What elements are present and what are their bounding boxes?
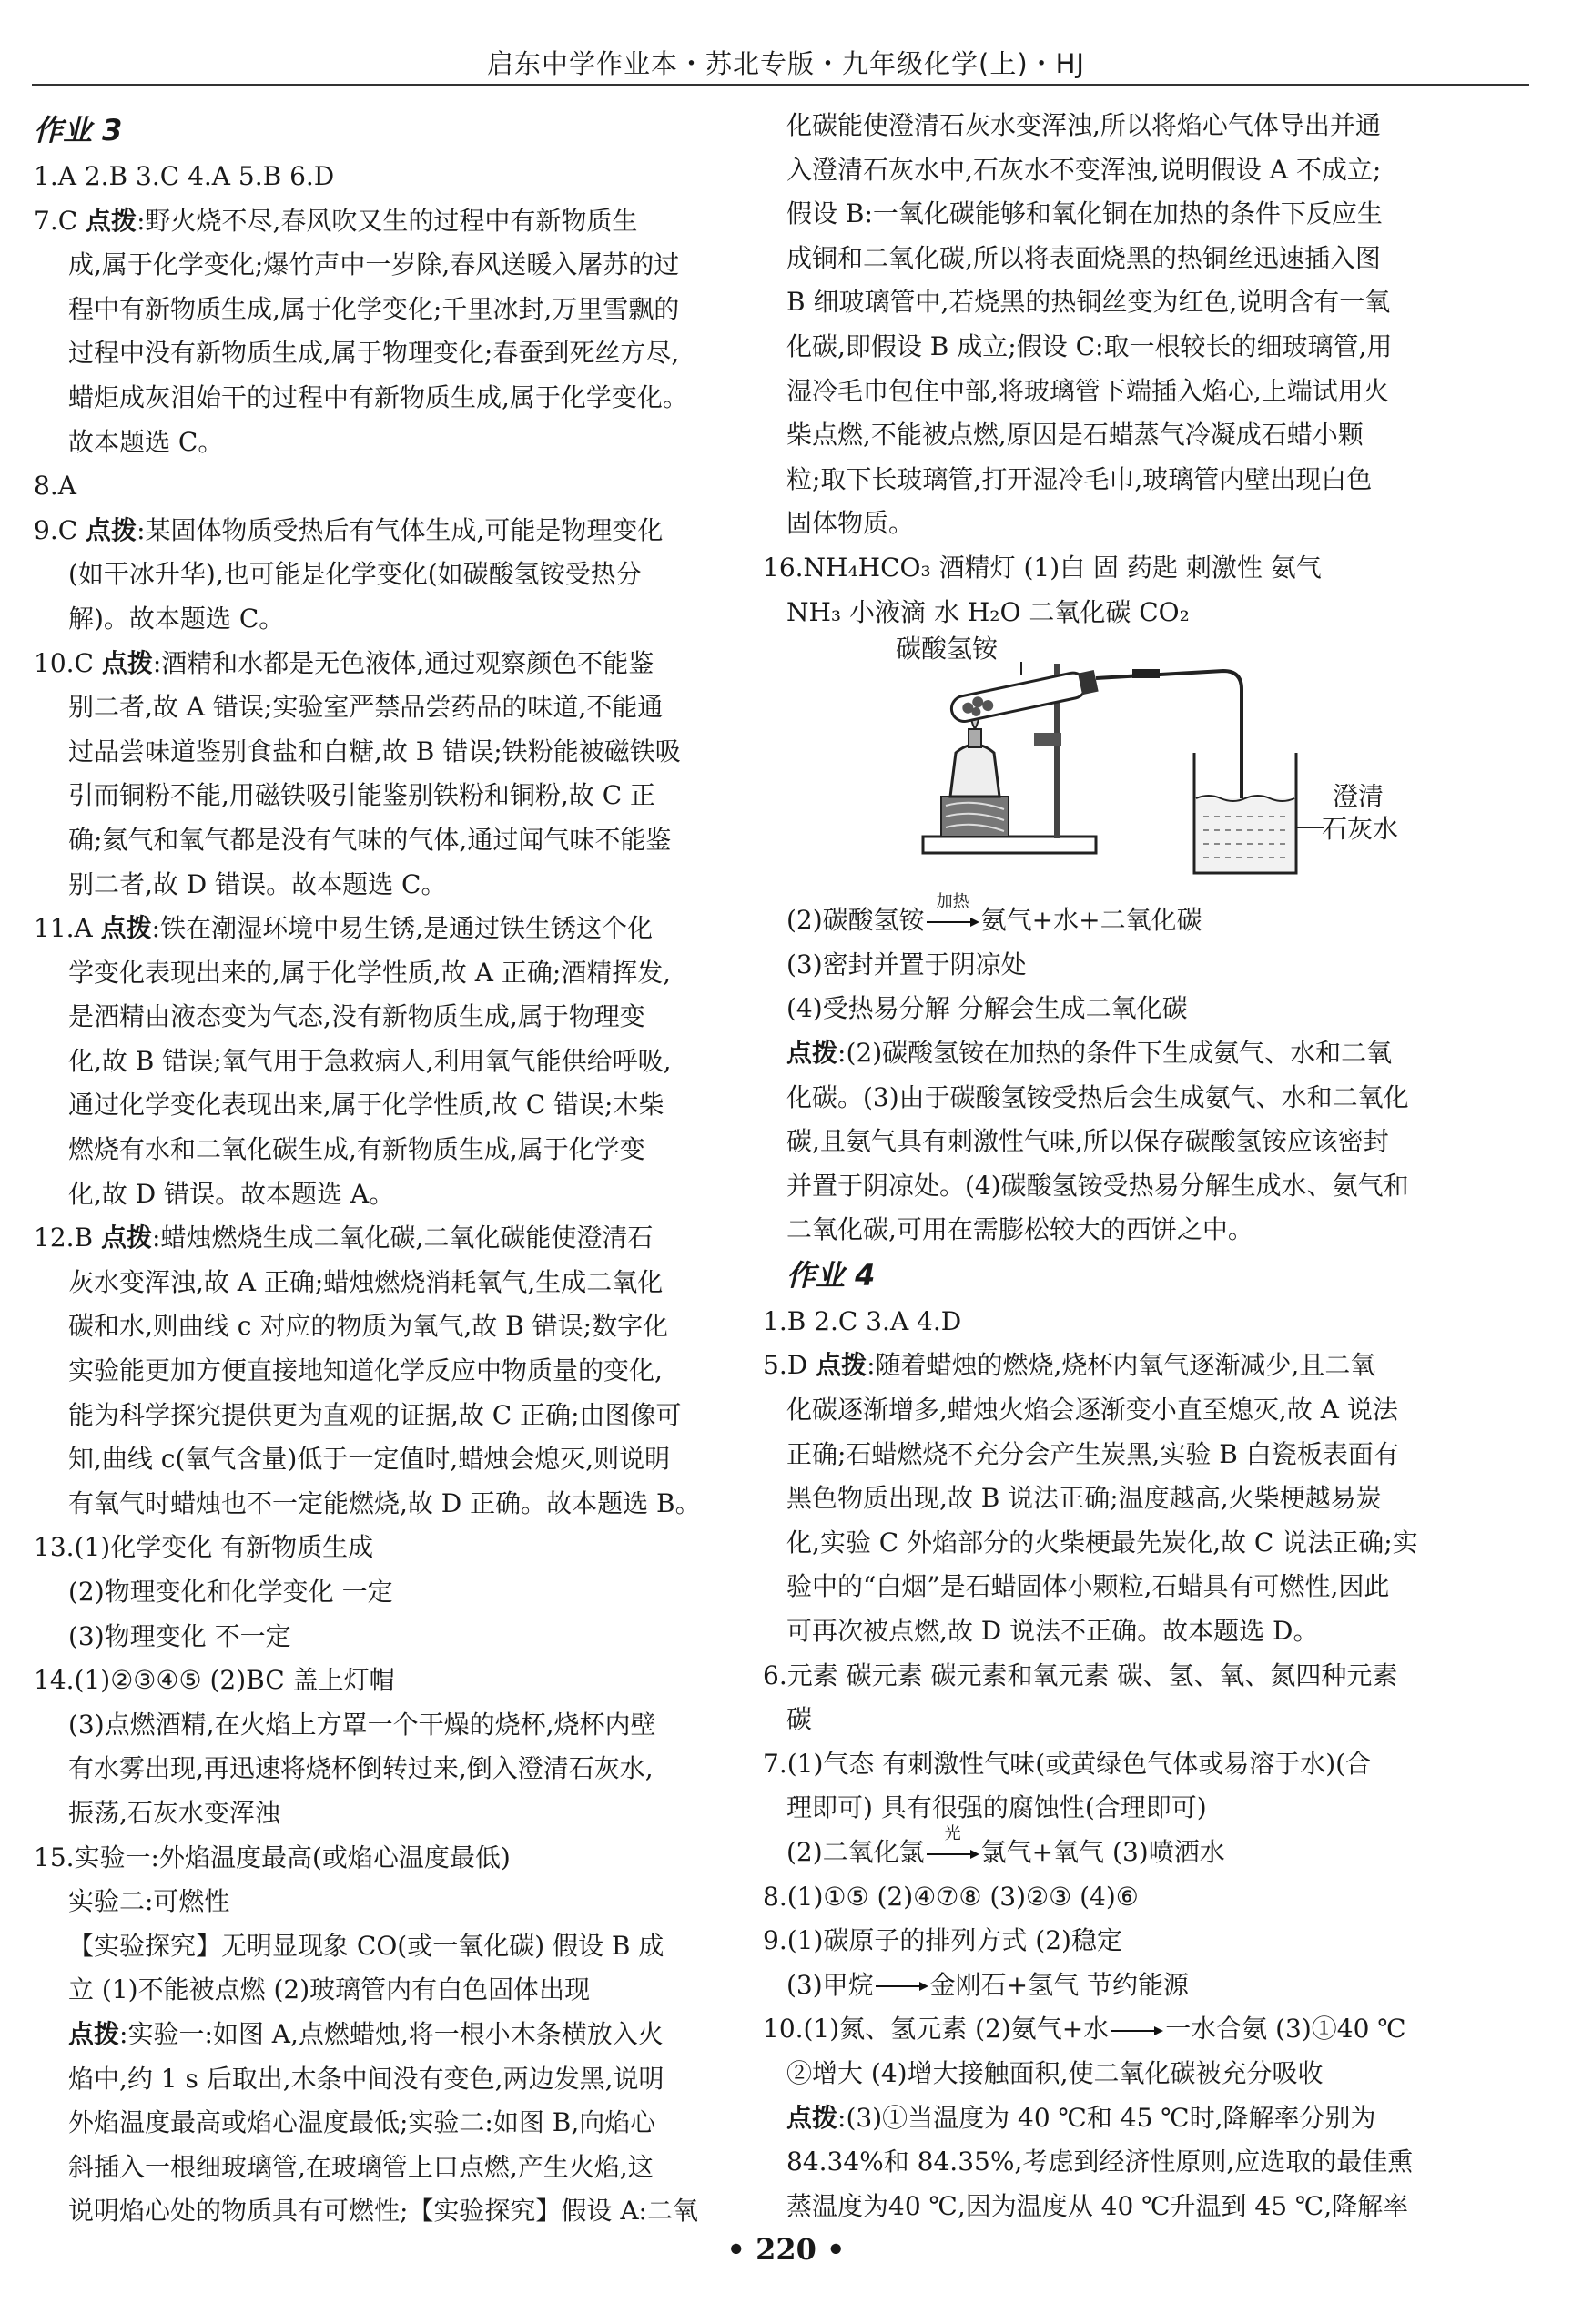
hint-keyword: 点拨 — [816, 1350, 867, 1381]
eq-16-2-suffix: 氨气+水+二氧化碳 — [980, 905, 1202, 936]
hint-keyword: 点拨 — [86, 514, 137, 545]
text-line: 点拨:实验一:如图 A,点燃蜡烛,将一根小木条横放入火 — [68, 2018, 664, 2049]
text-line: 7.C 点拨:野火烧不尽,春风吹又生的过程中有新物质生 — [34, 205, 638, 236]
text-line: 化碳逐渐增多,蜡烛火焰会逐渐变小直至熄灭,故 A 说法 — [786, 1395, 1398, 1426]
text-line: 过品尝味道鉴别食盐和白糖,故 B 错误;铁粉能被磁铁吸 — [68, 736, 681, 766]
equation-16-2 — [786, 891, 1451, 943]
text-line: 程中有新物质生成,属于化学变化;千里冰封,万里雪飘的 — [68, 293, 680, 324]
text-line: 点拨:(2)碳酸氢铵在加热的条件下生成氨气、水和二氧 — [786, 1037, 1393, 1068]
arrow-icon — [925, 916, 981, 929]
text-line: 通过化学变化表现出来,属于化学性质,故 C 错误;木柴 — [68, 1090, 664, 1121]
eq-7-2-suffix: 氯气+氧气 (3)喷洒水 — [980, 1837, 1225, 1867]
eq-9-3-suffix: 金刚石+氢气 节约能源 — [929, 1969, 1190, 2000]
text-line: 湿冷毛巾包住中部,将玻璃管下端插入焰心,上端试用火 — [786, 375, 1389, 406]
text-line: 蜡炬成灰泪始干的过程中有新物质生成,属于化学变化。 — [68, 381, 688, 412]
text-line: 正确;石蜡燃烧不充分会产生炭黑,实验 B 白瓷板表面有 — [786, 1438, 1399, 1469]
text-line: 可再次被点燃,故 D 说法不正确。故本题选 D。 — [786, 1616, 1319, 1647]
clamp — [1034, 733, 1061, 746]
hint-keyword: 点拨 — [86, 205, 137, 236]
text-line: 蒸温度为40 ℃,因为温度从 40 ℃升温到 45 ℃,降解率 — [786, 2190, 1409, 2221]
equation-7-2 — [786, 1823, 1451, 1875]
text-line: 知,曲线 c(氧气含量)低于一定值时,蜡烛会熄灭,则说明 — [68, 1444, 671, 1475]
eq-10-prefix: 10.(1)氮、氢元素 (2)氨气+水 — [763, 2014, 1110, 2045]
eq-9-3-prefix: (3)甲烷 — [786, 1969, 874, 2000]
text-line: 故本题选 C。 — [68, 426, 224, 457]
text-line: 9.C 点拨:某固体物质受热后有气体生成,可能是物理变化 — [34, 514, 664, 545]
text-line: 别二者,故 D 错误。故本题选 C。 — [68, 868, 447, 899]
page-header: 启东中学作业本・苏北专版・九年级化学(上)・HJ — [487, 48, 1085, 79]
text-line: 1.B 2.C 3.A 4.D — [763, 1305, 962, 1336]
label-clear: 澄清 — [1333, 781, 1384, 812]
text-line: (2)物理变化和化学变化 一定 — [68, 1577, 393, 1607]
text-line: 二氧化碳,可用在需膨松较大的西饼之中。 — [786, 1214, 1253, 1245]
text-line: 燃烧有水和二氧化碳生成,有新物质生成,属于化学变 — [68, 1134, 645, 1165]
text-line: (4)受热易分解 分解会生成二氧化碳 — [786, 993, 1188, 1024]
text-line: 说明焰心处的物质具有可燃性;【实验探究】假设 A:二氧 — [68, 2196, 698, 2227]
hint-keyword: 点拨 — [101, 647, 153, 678]
text-line: 过程中没有新物质生成,属于物理变化;春蚕到死丝方尽, — [68, 338, 680, 369]
section-title: 作业 4 — [786, 1257, 876, 1293]
text-line: 有水雾出现,再迅速将烧杯倒转过来,倒入澄清石灰水, — [68, 1753, 654, 1784]
hint-keyword: 点拨 — [101, 1223, 153, 1253]
text-line: (3)物理变化 不一定 — [68, 1620, 291, 1651]
text-line: 化碳,即假设 B 成立;假设 C:取一根较长的细玻璃管,用 — [786, 330, 1393, 361]
text-line: 实验二:可燃性 — [68, 1886, 230, 1917]
label-ammonium-bicarbonate: 碳酸氢铵 — [896, 634, 999, 665]
apparatus-drawing — [786, 634, 1351, 898]
text-line: 成铜和二氧化碳,所以将表面烧黑的热铜丝迅速插入图 — [786, 242, 1381, 273]
text-line: 5.D 点拨:随着蜡烛的燃烧,烧杯内氧气逐渐减少,且二氧 — [763, 1350, 1376, 1381]
text-line: (3)点燃酒精,在火焰上方罩一个干燥的烧杯,烧杯内壁 — [68, 1709, 656, 1740]
text-line: 确;氦气和氧气都是没有气味的气体,通过闻气味不能鉴 — [68, 824, 672, 855]
reaction-arrow — [925, 1823, 981, 1868]
text-line: 化碳。(3)由于碳酸氢铵受热后会生成氨气、水和二氧化 — [786, 1081, 1409, 1112]
hint-keyword: 点拨 — [100, 913, 152, 944]
hint-keyword: 点拨 — [68, 2018, 120, 2049]
text-line: 理即可) 具有很强的腐蚀性(合理即可) — [786, 1792, 1207, 1823]
text-line: (3)密封并置于阴凉处 — [786, 949, 1027, 979]
text-line: 化,故 D 错误。故本题选 A。 — [68, 1178, 395, 1209]
text-line: 化,实验 C 外焰部分的火柴梗最先炭化,故 C 说法正确;实 — [786, 1527, 1418, 1558]
text-line: 是酒精由液态变为气态,没有新物质生成,属于物理变 — [68, 1001, 645, 1032]
text-line: 12.B 点拨:蜡烛燃烧生成二氧化碳,二氧化碳能使澄清石 — [34, 1223, 654, 1253]
text-line: 7.(1)气态 有刺激性气味(或黄绿色气体或易溶于水)(合 — [763, 1748, 1372, 1779]
text-line: 碳,且氨气具有刺激性气味,所以保存碳酸氢铵应该密封 — [786, 1126, 1389, 1157]
text-line: 【实验探究】无明显现象 CO(或一氧化碳) 假设 B 成 — [68, 1930, 664, 1961]
text-line: 8.A — [34, 471, 76, 502]
text-line: 别二者,故 A 错误;实验室严禁品尝药品的味道,不能通 — [68, 692, 664, 723]
hint-keyword: 点拨 — [786, 2102, 838, 2133]
text-line: 15.实验一:外焰温度最高(或焰心温度最低) — [34, 1842, 511, 1872]
text-line: 立 (1)不能被点燃 (2)玻璃管内有白色固体出现 — [68, 1974, 591, 2005]
text-line: 14.(1)②③④⑤ (2)BC 盖上灯帽 — [34, 1665, 395, 1696]
section-title: 作业 3 — [34, 113, 123, 147]
reaction-condition: 加热 — [936, 891, 969, 911]
text-line: 碳和水,则曲线 c 对应的物质为氧气,故 B 错误;数字化 — [68, 1311, 669, 1342]
text-line: (如干冰升华),也可能是化学变化(如碳酸氢铵受热分 — [68, 559, 642, 590]
text-line: 实验能更加方便直接地知道化学反应中物质量的变化, — [68, 1355, 663, 1386]
text-line: 有氧气时蜡烛也不一定能燃烧,故 D 正确。故本题选 B。 — [68, 1487, 701, 1518]
arrow-icon — [874, 1980, 930, 1993]
text-line: 假设 B:一氧化碳能够和氧化铜在加热的条件下反应生 — [786, 198, 1383, 229]
text-line: 84.34%和 84.35%,考虑到经济性原则,应选取的最佳熏 — [786, 2146, 1414, 2177]
text-line: 化碳能使澄清石灰水变浑浊,所以将焰心气体导出并通 — [786, 110, 1381, 140]
eq-16-2-prefix: (2)碳酸氢铵 — [786, 905, 925, 936]
eq-7-2-prefix: (2)二氧化氯 — [786, 1837, 925, 1867]
text-line: 并置于阴凉处。(4)碳酸氢铵受热易分解生成水、氨气和 — [786, 1170, 1409, 1201]
text-line: 灰水变浑浊,故 A 正确;蜡烛燃烧消耗氧气,生成二氧化 — [68, 1266, 664, 1297]
text-line: 验中的“白烟”是石蜡固体小颗粒,石蜡具有可燃性,因此 — [786, 1571, 1390, 1602]
arrow-icon — [925, 1848, 981, 1861]
text-line: 能为科学探究提供更为直观的证据,故 C 正确;由图像可 — [68, 1399, 682, 1430]
hint-keyword: 点拨 — [786, 1037, 838, 1068]
text-line: B 细玻璃管中,若烧黑的热铜丝变为红色,说明含有一氧 — [786, 287, 1391, 318]
text-line: 粒;取下长玻璃管,打开湿冷毛巾,玻璃管内壁出现白色 — [786, 463, 1373, 494]
right-column — [763, 104, 1451, 2228]
text-line: 固体物质。 — [786, 508, 915, 539]
text-line: 斜插入一根细玻璃管,在玻璃管上口点燃,产生火焰,这 — [68, 2151, 654, 2182]
text-line: 解)。故本题选 C。 — [68, 603, 285, 634]
test-tube — [949, 668, 1099, 724]
left-column — [34, 107, 721, 2234]
text-line: 入澄清石灰水中,石灰水不变浑浊,说明假设 A 不成立; — [786, 154, 1382, 185]
text-line: 碳 — [786, 1704, 813, 1735]
reaction-condition: 光 — [944, 1823, 961, 1843]
text-line: 柴点燃,不能被点燃,原因是石蜡蒸气冷凝成石蜡小颗 — [786, 420, 1364, 451]
text-line: 1.A 2.B 3.C 4.A 5.B 6.D — [34, 161, 335, 191]
text-line: 8.(1)①⑤ (2)④⑦⑧ (3)②③ (4)⑥ — [763, 1881, 1139, 1912]
text-line: ②增大 (4)增大接触面积,使二氧化碳被充分吸收 — [786, 2057, 1324, 2088]
text-line: 11.A 点拨:铁在潮湿环境中易生锈,是通过铁生锈这个化 — [34, 913, 654, 944]
text-line: 16.NH₄HCO₃ 酒精灯 (1)白 固 药匙 刺激性 氨气 — [763, 552, 1322, 583]
text-line: 点拨:(3)①当温度为 40 ℃和 45 ℃时,降解率分别为 — [786, 2102, 1376, 2133]
text-line: 6.元素 碳元素 碳元素和氧元素 碳、氢、氧、氮四种元素 — [763, 1659, 1398, 1690]
text-line: 外焰温度最高或焰心温度最低;实验二:如图 B,向焰心 — [68, 2107, 656, 2138]
page-number: • 220 • — [726, 2232, 846, 2267]
apparatus-figure — [786, 634, 1451, 898]
eq-10-suffix: 一水合氨 (3)①40 ℃ — [1165, 2014, 1406, 2045]
header-rule — [32, 84, 1529, 86]
reaction-arrow — [874, 1973, 930, 2000]
text-line: 10.C 点拨:酒精和水都是无色液体,通过观察颜色不能鉴 — [34, 647, 654, 678]
text-line: 化,故 B 错误;氧气用于急救病人,利用氧气能供给呼吸, — [68, 1045, 672, 1076]
alcohol-lamp — [950, 745, 999, 797]
equation-9-3 — [786, 1964, 1451, 2008]
text-line: 焰中,约 1 s 后取出,木条中间没有变色,两边发黑,说明 — [68, 2063, 664, 2094]
arrow-icon — [1109, 2025, 1165, 2037]
text-line: NH₃ 小液滴 水 H₂O 二氧化碳 CO₂ — [786, 596, 1190, 627]
text-line: 黑色物质出现,故 B 说法正确;温度越高,火柴梗越易炭 — [786, 1483, 1382, 1514]
label-limewater: 石灰水 — [1322, 814, 1399, 845]
equation-10 — [763, 2007, 1451, 2052]
text-line: 学变化表现出来的,属于化学性质,故 A 正确;酒精挥发, — [68, 957, 672, 988]
reaction-arrow — [1109, 2017, 1165, 2045]
text-line: 成,属于化学变化;爆竹声中一岁除,春风送暖入屠苏的过 — [68, 249, 680, 280]
text-line: 9.(1)碳原子的排列方式 (2)稳定 — [763, 1925, 1122, 1956]
text-line: 引而铜粉不能,用磁铁吸引能鉴别铁粉和铜粉,故 C 正 — [68, 780, 656, 811]
text-line: 13.(1)化学变化 有新物质生成 — [34, 1532, 374, 1563]
text-line: 振荡,石灰水变浑浊 — [68, 1797, 280, 1828]
reaction-arrow — [925, 891, 981, 936]
stand-base — [923, 837, 1096, 853]
